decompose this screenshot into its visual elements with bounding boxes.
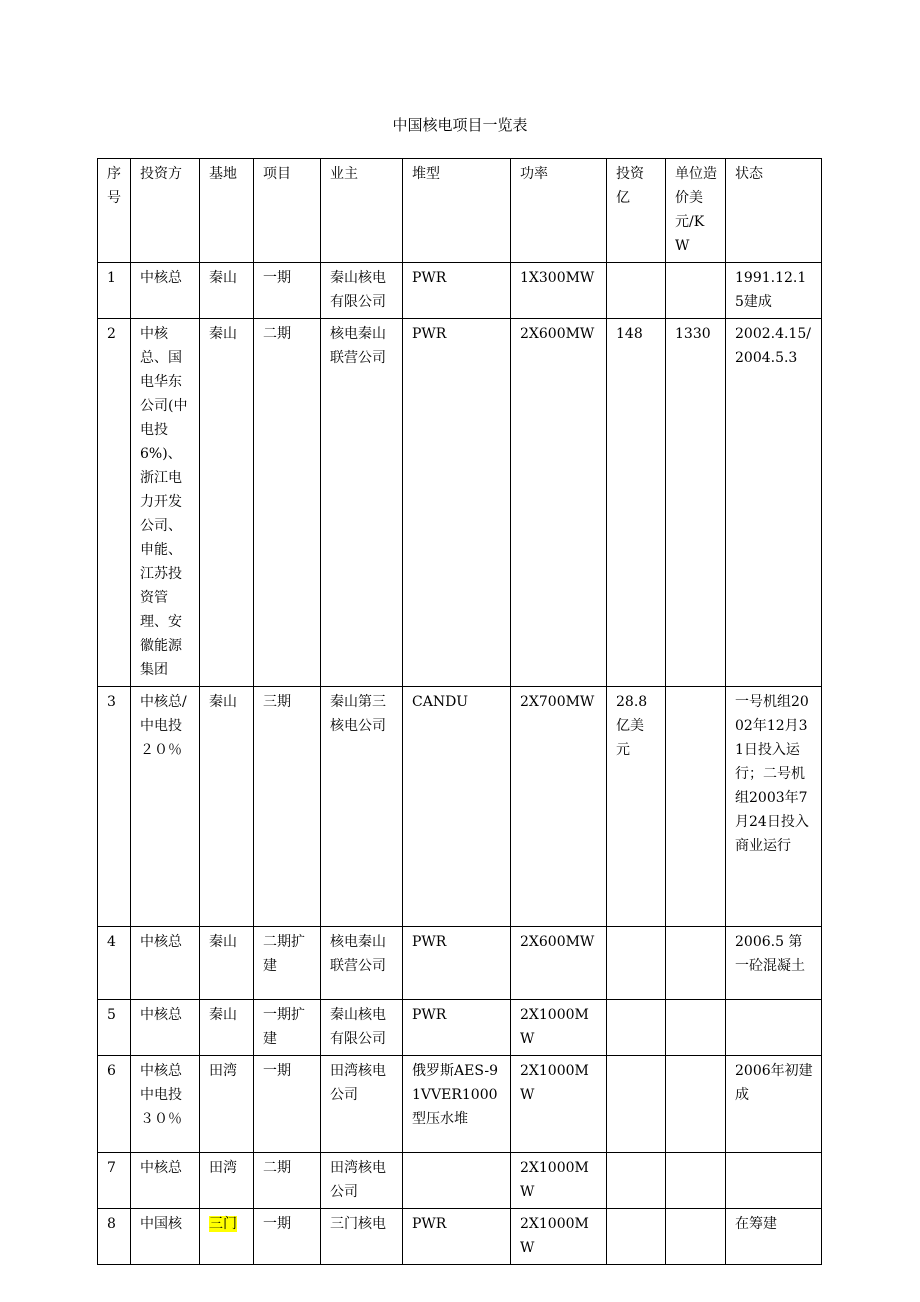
- cell-reactor: PWR: [403, 927, 511, 1000]
- header-status: 状态: [726, 159, 822, 263]
- cell-investment: [607, 1000, 666, 1056]
- cell-base: 田湾: [200, 1056, 254, 1153]
- cell-base: 秦山: [200, 319, 254, 687]
- cell-power: 2X1000MW: [511, 1209, 607, 1265]
- cell-status: 1991.12.15建成: [726, 263, 822, 319]
- cell-base: [200, 1209, 254, 1265]
- header-unit-cost: 单位造价美元/KW: [666, 159, 726, 263]
- table-row: [98, 319, 822, 687]
- cell-reactor: 俄罗斯AES-91VVER1000型压水堆: [403, 1056, 511, 1153]
- cell-investor: 中核总/中电投２０％: [131, 687, 200, 927]
- header-investment: 投资亿: [607, 159, 666, 263]
- cell-investor: 中核总: [131, 1000, 200, 1056]
- cell-investment: [607, 927, 666, 1000]
- cell-investment: [607, 1153, 666, 1209]
- cell-base: 田湾: [200, 1153, 254, 1209]
- cell-base: 秦山: [200, 927, 254, 1000]
- cell-project: 一期扩建: [254, 1000, 321, 1056]
- cell-power: 2X700MW: [511, 687, 607, 927]
- cell-reactor: PWR: [403, 1209, 511, 1265]
- cell-project: 二期扩建: [254, 927, 321, 1000]
- cell-unit-cost: [666, 687, 726, 927]
- cell-reactor: PWR: [403, 319, 511, 687]
- nuclear-projects-table: [97, 158, 822, 1265]
- cell-project: 三期: [254, 687, 321, 927]
- cell-power: 2X600MW: [511, 319, 607, 687]
- table-row: [98, 1000, 822, 1056]
- cell-investor: 中核总: [131, 1153, 200, 1209]
- cell-power: 1X300MW: [511, 263, 607, 319]
- table-row: [98, 927, 822, 1000]
- table-row: [98, 1056, 822, 1153]
- cell-investment: 28.8亿美元: [607, 687, 666, 927]
- header-no: 序号: [98, 159, 131, 263]
- cell-status: [726, 1153, 822, 1209]
- cell-power: 2X600MW: [511, 927, 607, 1000]
- cell-no: 6: [98, 1056, 131, 1153]
- cell-owner: 三门核电: [321, 1209, 403, 1265]
- cell-investment: 148: [607, 319, 666, 687]
- cell-no: 3: [98, 687, 131, 927]
- cell-unit-cost: [666, 263, 726, 319]
- cell-owner: 田湾核电公司: [321, 1153, 403, 1209]
- cell-investor: 中核总: [131, 263, 200, 319]
- cell-reactor: CANDU: [403, 687, 511, 927]
- header-project: 项目: [254, 159, 321, 263]
- cell-owner: 核电秦山联营公司: [321, 927, 403, 1000]
- cell-investor: 中国核: [131, 1209, 200, 1265]
- cell-unit-cost: 1330: [666, 319, 726, 687]
- cell-project: 一期: [254, 1209, 321, 1265]
- cell-no: 1: [98, 263, 131, 319]
- cell-project: 一期: [254, 263, 321, 319]
- table-row: [98, 687, 822, 927]
- cell-status: 在筹建: [726, 1209, 822, 1265]
- cell-base: 秦山: [200, 263, 254, 319]
- table-row: [98, 1209, 822, 1265]
- header-investor: 投资方: [131, 159, 200, 263]
- cell-unit-cost: [666, 927, 726, 1000]
- cell-status: 2006.5 第一砼混凝土: [726, 927, 822, 1000]
- cell-project: 二期: [254, 1153, 321, 1209]
- table-row: [98, 1153, 822, 1209]
- cell-project: 二期: [254, 319, 321, 687]
- cell-investment: [607, 1056, 666, 1153]
- cell-owner: 核电秦山联营公司: [321, 319, 403, 687]
- header-power: 功率: [511, 159, 607, 263]
- highlighted-base-text: 三门: [209, 1216, 237, 1232]
- cell-reactor: PWR: [403, 263, 511, 319]
- cell-no: 7: [98, 1153, 131, 1209]
- cell-owner: 秦山核电有限公司: [321, 263, 403, 319]
- cell-unit-cost: [666, 1000, 726, 1056]
- cell-status: 2006年初建成: [726, 1056, 822, 1153]
- cell-unit-cost: [666, 1153, 726, 1209]
- cell-unit-cost: [666, 1056, 726, 1153]
- cell-no: 8: [98, 1209, 131, 1265]
- header-reactor: 堆型: [403, 159, 511, 263]
- cell-investor: 中核总、国电华东公司(中电投6%)、浙江电力开发公司、申能、江苏投资管理、安徽能源集团: [131, 319, 200, 687]
- cell-owner: 田湾核电公司: [321, 1056, 403, 1153]
- cell-project: 一期: [254, 1056, 321, 1153]
- cell-power: 2X1000MW: [511, 1056, 607, 1153]
- cell-investor: 中核总中电投３０％: [131, 1056, 200, 1153]
- page-title: 中国核电项目一览表: [392, 116, 528, 134]
- cell-investment: [607, 1209, 666, 1265]
- cell-base: 秦山: [200, 1000, 254, 1056]
- cell-no: 2: [98, 319, 131, 687]
- table-header-row: [98, 159, 822, 263]
- cell-owner: 秦山第三核电公司: [321, 687, 403, 927]
- cell-reactor: [403, 1153, 511, 1209]
- cell-power: 2X1000MW: [511, 1000, 607, 1056]
- cell-investment: [607, 263, 666, 319]
- cell-no: 5: [98, 1000, 131, 1056]
- cell-unit-cost: [666, 1209, 726, 1265]
- cell-status: [726, 1000, 822, 1056]
- cell-owner: 秦山核电有限公司: [321, 1000, 403, 1056]
- cell-base: 秦山: [200, 687, 254, 927]
- cell-investor: 中核总: [131, 927, 200, 1000]
- table-row: [98, 263, 822, 319]
- cell-status: 一号机组2002年12月31日投入运行；二号机组2003年7月24日投入商业运行: [726, 687, 822, 927]
- header-owner: 业主: [321, 159, 403, 263]
- cell-no: 4: [98, 927, 131, 1000]
- cell-power: 2X1000MW: [511, 1153, 607, 1209]
- cell-reactor: PWR: [403, 1000, 511, 1056]
- cell-status: 2002.4.15/2004.5.3: [726, 319, 822, 687]
- header-base: 基地: [200, 159, 254, 263]
